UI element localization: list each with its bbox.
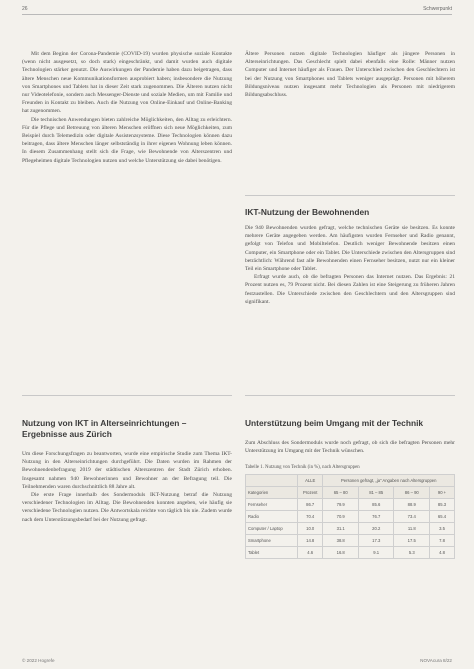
table-cell: 79.9 [323,499,359,511]
right-section-ikt [245,207,455,306]
table-cell: Fernseher [246,499,298,511]
table-header-cell: 90 + [430,487,455,499]
paragraph: Um diese Forschungsfragen zu beantworten, wurde eine empirische Studie zum Thema IKT-Nutzung in den Alterseinrichtungen durchgeführt. Die Daten wurden im Rahmen der Bewohnendenbefragung 2019 der städtischen Alterszentren der Stadt Zürich erhoben. Insgesamt nahmen 940 Bewohnerinnen und Bewohner an der Befragung teil. Die Teilnehmenden waren durchschnittlich 88 Jahre alt. [22,451,232,490]
table-header-cell: Prozent [297,487,322,499]
section-divider [22,395,232,396]
table-cell: 7.8 [430,535,455,547]
usage-table [245,474,455,559]
table-row [246,535,455,547]
table-cell: 4.8 [430,547,455,559]
table-header-cell: Kategorien [246,487,298,499]
table-header-cell: Personen gefragt, „ja“ Angaben nach Altersgruppen [323,475,455,487]
paragraph: Zum Abschluss des Sondermoduls wurde noch gefragt, ob sich die befragten Personen mehr Unterstützung im Umgang mit der Technik wünschen. [245,440,455,455]
section-heading: IKT-Nutzung der Bewohnenden [245,207,370,217]
table-cell: 17.3 [358,535,394,547]
table-cell: 73.4 [394,511,430,523]
table-cell: 5.3 [394,547,430,559]
table-cell: Tablet [246,547,298,559]
paragraph: Die 940 Bewohnenden wurden gefragt, welche technischen Geräte sie besitzen. Es konnte mehrere Geräte angegeben werden. Am häufigsten wurden Fernseher und Radio genannt, gefolgt von Telefon und Mobiltelefon. Deutlich weniger Bewohnende besitzen einen Computer, ein Smartphone oder ein Tablet. Die Unterschiede zwischen den Altersgruppen sind beträchtlich: Während fast alle Bewohnenden einen Fernseher besitzen, nutzt nur ein kleiner Teil ein Smartphone oder Tablet. [245,225,455,273]
table-caption: Tabelle 1. Nutzung von Technik (in %), nach Altersgruppen [245,465,360,471]
paragraph: Erfragt wurde auch, ob die befragten Personen das Internet nutzen. Das Ergebnis: 21 Prozent nutzen es, 79 Prozent nicht. Bei diesen Zahlen ist eine Steigerung zu früheren Jahren festzustellen. Die Unterschiede zwischen den Geschlechtern und den Altersgruppen sind signifikant. [245,274,455,305]
table-header-row [246,487,455,499]
table-cell: 14.8 [297,535,322,547]
table-cell: 16.8 [323,547,359,559]
paragraph: Ältere Personen nutzen digitale Technologien häufiger als jüngere Personen in Alterseinrichtungen. Das Geschlecht spielt dabei ebenfalls eine Rolle: Männer nutzen Computer und Internet häufiger als Frauen. Der Unterschied zwischen den Geschlechtern ist bei der Nutzung von Smartphones und Tablets weniger ausgeprägt. Personen mit höherem Bildungsniveau nutzen insgesamt mehr Technologien als Personen mit niedrigerem Bildungsabschluss. [245,51,455,99]
table-cell: 76.7 [358,511,394,523]
section-divider [245,195,455,196]
table-cell: 88.9 [394,499,430,511]
table-header-cell [246,475,298,487]
table-cell: Radio [246,511,298,523]
footer-issue: NOVAcura 8/22 [420,658,452,663]
table-cell: 11.8 [394,523,430,535]
footer-copyright: © 2022 Hogrefe [22,658,55,663]
table-row [246,523,455,535]
table-cell: 20.2 [358,523,394,535]
section-heading: Unterstützung beim Umgang mit der Technik [245,418,424,428]
table-header-cell: 81 – 85 [358,487,394,499]
right-section-support [245,418,455,559]
running-header: Schwerpunkt [423,6,452,12]
paragraph: Die erste Frage innerhalb des Sondermoduls IKT-Nutzung betraf die Nutzung verschiedener Technologien im Alltag. Die Bewohnenden konnten angeben, wie häufig sie verschiedene Technologien nutzen. Die Antwortskala reichte von täglich bis nie. Zudem wurde nach dem Unterstützungsbedarf bei der Nutzung gefragt. [22,492,232,523]
header-rule [22,14,452,15]
table-cell: 10.0 [297,523,322,535]
section-heading: Nutzung von IKT in Alterseinrichtungen – Ergebnisse aus Zürich [22,418,187,439]
paragraph: Die technischen Anwendungen bieten zahlreiche Möglichkeiten, den Alltag zu erleichtern. Für die Pflege und Betreuung von älteren Menschen eröffnen sich neue Möglichkeiten, zum Beispiel durch Telemedizin oder digitale Assistenzsysteme. Diese Technologien können dazu beitragen, dass ältere Menschen länger selbstständig in ihrer eigenen Wohnung leben können. In diesem Zusammenhang stellt sich die Frage, wie Bewohnende von Alterszentren und Pflegeheimen digitale Technologien nutzen und welche Unterstützung sie dabei benötigen. [22,116,232,164]
table-header-cell: 65 – 80 [323,487,359,499]
table-cell: 70.4 [297,511,322,523]
table-row [246,499,455,511]
table-row [246,511,455,523]
left-section-results [22,418,232,524]
table-cell: Smartphone [246,535,298,547]
table-cell: 4.6 [297,547,322,559]
table-cell: Computer / Laptop [246,523,298,535]
right-column [245,50,455,99]
table-cell: 86.7 [297,499,322,511]
page-number: 26 [22,6,28,12]
table-cell: 3.5 [430,523,455,535]
table-cell: 70.9 [323,511,359,523]
paragraph: Mit dem Beginn der Corona-Pandemie (COVID-19) wurden physische soziale Kontakte (wenn nicht ausgesetzt, so doch stark) eingeschränkt, und damit wurden auch digitale Technologien stärker genutzt. Die Auswirkungen der Pandemie haben dazu beigetragen, dass ältere Menschen neue Kommunikationsformen ausprobiert haben; insbesondere die Nutzung von Smartphones und Tablets hat in dieser Zeit stark zugenommen. Die Älteren nutzen nicht nur Videotelefonie, sondern auch Messenger-Dienste und soziale Medien, um mit Familie und Freunden in Kontakt zu bleiben. Auch die Nutzung von Online-Einkauf und Online-Banking hat zugenommen. [22,51,232,115]
section-divider [245,395,455,396]
table-header-cell: 86 – 90 [394,487,430,499]
table-cell: 85.6 [358,499,394,511]
table-header-cell: ALLE [297,475,322,487]
table-cell: 85.3 [430,499,455,511]
table-header-row [246,475,455,487]
table-cell: 17.5 [394,535,430,547]
table-cell: 31.1 [323,523,359,535]
table-cell: 65.4 [430,511,455,523]
table-row [246,547,455,559]
table-cell: 38.8 [323,535,359,547]
table-cell: 9.1 [358,547,394,559]
left-column [22,50,232,165]
